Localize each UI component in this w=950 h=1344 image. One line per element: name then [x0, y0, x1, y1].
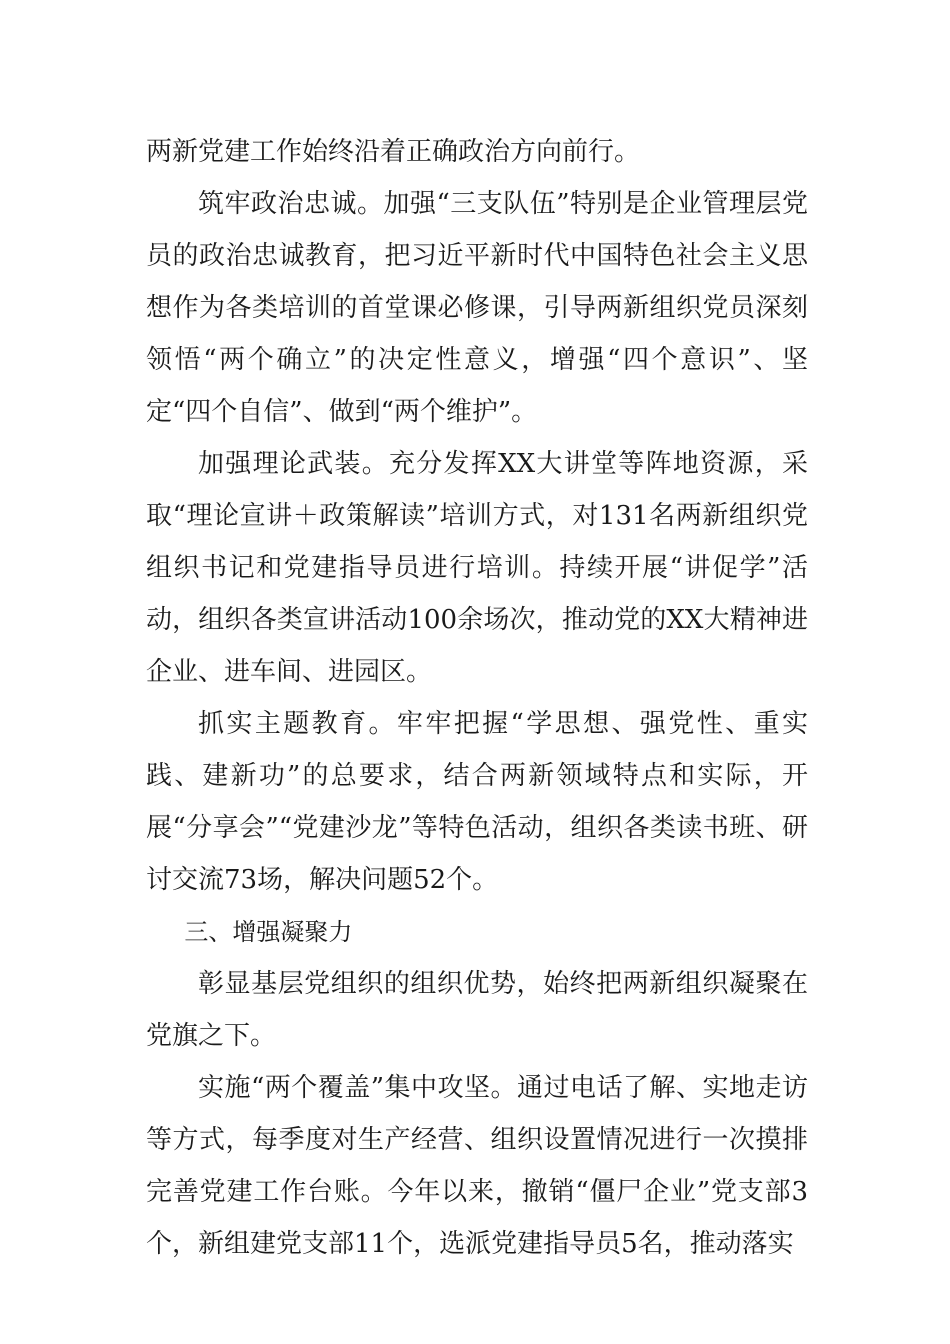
paragraph-organizational-advantage: 彰显基层党组织的组织优势，始终把两新组织凝聚在党旗之下。	[146, 969, 808, 1051]
paragraph-political-loyalty: 筑牢政治忠诚。加强“三支队伍”特别是企业管理层党员的政治忠诚教育，把习近平新时代中国特色社会主义思想作为各类培训的首堂课必修课，引导两新组织党员深刻领悟“两个确立”的决定性意义，增强“四个意识”、坚定“四个自信”、做到“两个维护”。	[146, 189, 808, 427]
section-heading-cohesion: 三、增强凝聚力	[184, 918, 353, 946]
paragraph-theme-education: 抓实主题教育。牢牢把握“学思想、强党性、重实践、建新功”的总要求，结合两新领域特点和实际，开展“分享会”“党建沙龙”等特色活动，组织各类读书班、研讨交流73场，解决问题52个。	[146, 709, 808, 895]
document-body	[146, 126, 808, 1270]
paragraph-theory-study: 加强理论武装。充分发挥XX大讲堂等阵地资源，采取“理论宣讲＋政策解读”培训方式，对131名两新组织党组织书记和党建指导员进行培训。持续开展“讲促学”活动，组织各类宣讲活动100余场次，推动党的XX大精神进企业、进车间、进园区。	[146, 449, 808, 687]
paragraph-continuation: 两新党建工作始终沿着正确政治方向前行。	[146, 137, 641, 167]
paragraph-coverage-campaign: 实施“两个覆盖”集中攻坚。通过电话了解、实地走访等方式，每季度对生产经营、组织设置情况进行一次摸排完善党建工作台账。今年以来，撤销“僵尸企业”党支部3个，新组建党支部11个，选派党建指导员5名，推动落实	[146, 1073, 808, 1259]
